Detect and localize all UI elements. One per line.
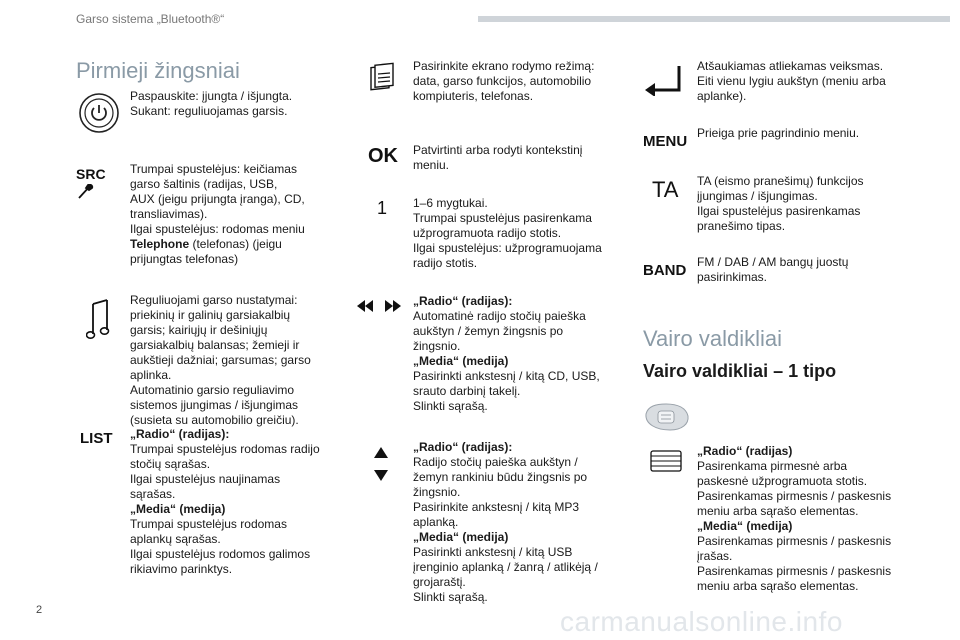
ok-description: Patvirtinti arba rodyti kontekstinį meniu. — [413, 143, 583, 172]
display-mode-description: Pasirinkite ekrano rodymo režimą: data, garso funkcijos, automobilio kompiuteris, telefonas. — [413, 59, 595, 103]
up-down-description: „Radio“ (radijas): Radijo stočių paieška aukštyn / žemyn rankiniu būdu žingsnis po žingsnio. Pasirinkite ankstesnį / kitą MP3 aplanką. „Media“ (medija) Pasirinkti ankstesnį / kitą USB įrenginio aplanką / žanrą / atlikėją / grojaraštį. Slinkti sąrašą. — [413, 440, 598, 604]
preset-one-label: 1 — [377, 198, 388, 218]
back-description: Atšaukiamas atliekamas veiksmas. Eiti vienu lygiu aukštyn (meniu arba aplanke). — [697, 59, 886, 103]
back-icon — [645, 64, 685, 96]
section-title-steering: Vairo valdikliai — [643, 326, 782, 351]
seek-description: „Radio“ (radijas): Automatinė radijo stočių paieška aukštyn / žemyn žingsnis po žingsnio. „Media“ (medija) Pasirinkti ankstesnį / kitą CD, USB, srauto darbinį takelį. Slinkti sąrašą. — [413, 294, 600, 413]
display-mode-icon — [368, 62, 396, 94]
thumbwheel-description: „Radio“ (radijas) Pasirenkama pirmesnė arba paskesnė užprogramuota stotis. Pasirenkamas pirmesnis / paskesnis meniu arba sąrašo elementas. „Media“ (medija) Pasirenkamas pirmesnis / paskesnis įrašas. Pasirenkamas pirmesnis / paskesnis meniu arba sąrašo elementas. — [697, 444, 892, 593]
thumbwheel-icon — [650, 450, 682, 472]
menu-description: Prieiga prie pagrindinio meniu. — [697, 126, 860, 140]
ok-button-label: OK — [368, 145, 398, 167]
music-note-icon — [86, 298, 112, 342]
list-button-label: LIST — [80, 430, 113, 447]
header-title: Garso sistema „Bluetooth®“ — [76, 12, 225, 26]
power-icon — [78, 92, 120, 134]
src-description: Trumpai spustelėjus: keičiamas garso šaltinis (radijas, USB, AUX (jeigu prijungta įranga), CD, transliavimas). Ilgai spustelėjus: rodomas meniu Telephone (telefonas) (jeigu prijungtas telefonas) — [130, 162, 305, 266]
src-phone-icon: SRC — [76, 166, 124, 186]
menu-button-label: MENU — [643, 133, 688, 150]
ta-button-label: TA — [652, 177, 679, 202]
page-number: 2 — [36, 604, 43, 616]
audio-settings-description: Reguliuojami garso nustatymai: priekinių ir galinių garsiakalbių garsis; kairiųjų ir dešiniųjų garsiakalbių balansas; žemieji ir aukštieji dažniai; garsumas; garso aplinka. Automatinio garsio reguliavimo sistemos įjungimas / išjungimas (susieta su automobilio greičiu). — [130, 293, 311, 427]
up-down-arrows-icon — [373, 447, 389, 481]
band-description: FM / DAB / AM bangų juostų pasirinkimas. — [697, 255, 849, 284]
steering-control-image — [642, 402, 690, 432]
band-button-label: BAND — [643, 262, 687, 279]
list-description: „Radio“ (radijas): Trumpai spustelėjus rodomas radijo stočių sąrašas. Ilgai spustelėjus naujinamas sąrašas. „Media“ (medija) Trumpai spustelėjus rodomas aplankų sąrašas. Ilgai spustelėjus rodomos galimos rikiavimo parinktys. — [130, 427, 320, 576]
ta-description: TA (eismo pranešimų) funkcijos įjungimas / išjungimas. Ilgai spustelėjus pasirenkamas pranešimo tipas. — [697, 174, 864, 233]
preset-buttons-description: 1–6 mygtukai. Trumpai spustelėjus pasirenkama užprogramuota radijo stotis. Ilgai spustelėjus: užprogramuojama radijo stotis. — [413, 196, 602, 270]
section-title-first-steps: Pirmieji žingsniai — [76, 58, 240, 83]
header-rule — [478, 16, 950, 22]
seek-arrows-icon — [357, 299, 401, 313]
steering-subtitle: Vairo valdikliai – 1 tipo — [643, 361, 837, 381]
watermark: carmanualsonline.info — [560, 606, 843, 637]
power-description: Paspauskite: įjungta / išjungta. Sukant: reguliuojamas garsis. — [130, 89, 293, 118]
